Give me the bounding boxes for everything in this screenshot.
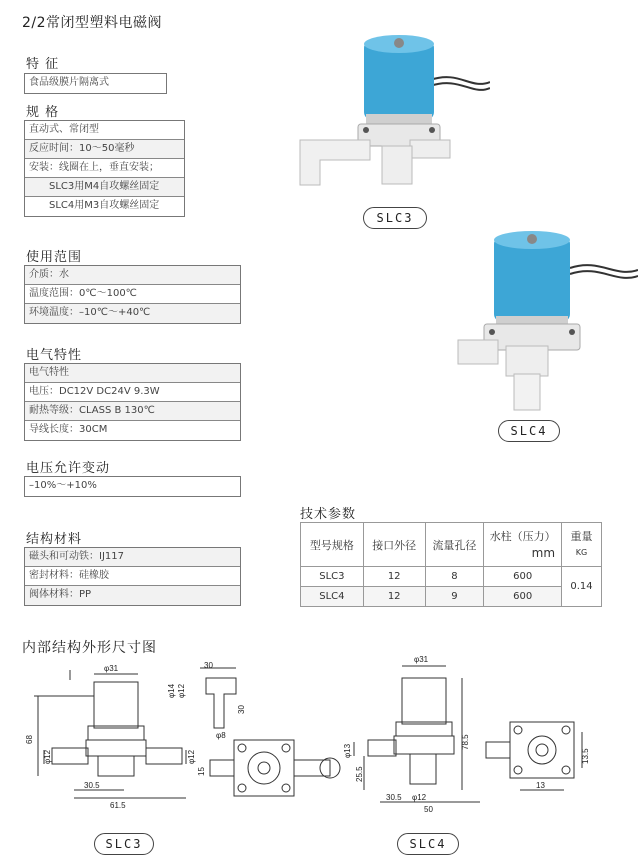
- cell-model: SLC3: [301, 567, 364, 587]
- features-box: [24, 73, 167, 94]
- slc3-dim-elbow-h: 30: [237, 705, 246, 714]
- electrical-row: 导线长度：30CM: [25, 421, 240, 440]
- tech-heading: 技术参数: [300, 507, 357, 522]
- cell-port: 12: [363, 567, 425, 587]
- th-pressure: [484, 523, 562, 567]
- slc4-drawing-label: SLC4: [397, 833, 459, 855]
- spec-row: 安装：线圈在上，垂直安装；: [25, 159, 184, 178]
- slc4-product-label: SLC4: [498, 420, 560, 442]
- cell-pressure: 600: [484, 567, 562, 587]
- specs-heading: 规 格: [26, 105, 60, 120]
- th-weight: [562, 523, 602, 567]
- slc3-drawing-label: SLC3: [94, 833, 154, 855]
- slc3-dim-side: 15: [197, 767, 206, 776]
- slc4-dim-length: 50: [424, 805, 433, 814]
- th-model: 型号规格: [301, 523, 364, 567]
- electrical-heading: 电气特性: [26, 348, 83, 363]
- slc4-dim-port: φ13: [343, 743, 352, 758]
- slc3-product-label: SLC3: [363, 207, 427, 229]
- voltage-heading: 电压允许变动: [26, 461, 111, 476]
- spec-row: SLC3用M4自攻螺丝固定: [25, 178, 184, 197]
- slc3-dim-elbow-width: 30: [204, 661, 213, 670]
- usage-row: 介质：水: [25, 266, 240, 285]
- th-weight-unit: KG: [575, 547, 588, 557]
- tech-table: [300, 522, 602, 607]
- slc3-dim-length: 61.5: [110, 801, 126, 810]
- slc4-dim-mount-h: 13.5: [581, 748, 590, 764]
- usage-row: 环境温度：–10℃～+40℃: [25, 304, 240, 323]
- slc3-dim-elbow-bottom: φ8: [216, 731, 226, 740]
- slc3-drawing: [24, 660, 344, 820]
- page-title: 2/2常闭型塑料电磁阀: [22, 15, 163, 31]
- th-pressure-unit: mm: [531, 545, 556, 560]
- features-heading: 特 征: [26, 57, 60, 72]
- slc4-dim-coil: φ31: [414, 655, 429, 664]
- table-row: [301, 567, 602, 587]
- slc3-dim-coil: φ31: [104, 664, 119, 673]
- th-weight-label: 重量: [570, 529, 593, 543]
- slc3-dim-elbow-d2: φ12: [177, 683, 186, 698]
- usage-heading: 使用范围: [26, 250, 83, 265]
- slc4-dim-height: 78.5: [461, 734, 470, 750]
- electrical-row: 耐热等级：CLASS B 130℃: [25, 402, 240, 421]
- spec-row: SLC4用M3自攻螺丝固定: [25, 197, 184, 216]
- cell-pressure: 600: [484, 587, 562, 607]
- slc4-dim-bottom-port: φ12: [412, 793, 427, 802]
- slc3-dim-port-left: φ12: [43, 749, 52, 764]
- materials-box: [24, 547, 241, 606]
- spec-row: 反应时间：10～50毫秒: [25, 140, 184, 159]
- electrical-box: [24, 363, 241, 441]
- features-row: 食品级膜片隔离式: [25, 74, 166, 93]
- th-orifice: 流量孔径: [425, 523, 484, 567]
- electrical-row: 电气特性: [25, 364, 240, 383]
- slc4-dim-mount-w: 13: [536, 781, 545, 790]
- cell-port: 12: [363, 587, 425, 607]
- slc3-product-image: [290, 30, 490, 205]
- materials-row: 磁头和可动铁：IJ117: [25, 548, 240, 567]
- materials-row: 阀体材料：PP: [25, 586, 240, 605]
- spec-row: 直动式、常闭型: [25, 121, 184, 140]
- slc4-dim-offset: 30.5: [386, 793, 402, 802]
- th-port: 接口外径: [363, 523, 425, 567]
- usage-row: 温度范围：0℃～100℃: [25, 285, 240, 304]
- slc3-dim-port-right: φ12: [187, 749, 196, 764]
- slc3-dim-offset: 30.5: [84, 781, 100, 790]
- slc4-product-image: [450, 228, 638, 418]
- materials-heading: 结构材料: [26, 532, 83, 547]
- cell-orifice: 8: [425, 567, 484, 587]
- slc3-dim-height: 68: [25, 735, 34, 744]
- usage-box: [24, 265, 241, 324]
- voltage-row: –10%～+10%: [25, 477, 240, 496]
- th-pressure-label: 水柱（压力）: [489, 529, 556, 543]
- table-row: [301, 587, 602, 607]
- cell-weight: 0.14: [562, 567, 602, 607]
- slc4-drawing: [340, 650, 630, 820]
- materials-row: 密封材料：硅橡胶: [25, 567, 240, 586]
- cell-orifice: 9: [425, 587, 484, 607]
- voltage-box: [24, 476, 241, 497]
- electrical-row: 电压：DC12V DC24V 9.3W: [25, 383, 240, 402]
- specs-box: [24, 120, 185, 217]
- slc4-dim-lower: 25.5: [355, 766, 364, 782]
- cell-model: SLC4: [301, 587, 364, 607]
- drawings-heading: 内部结构外形尺寸图: [22, 640, 157, 656]
- slc3-dim-elbow-d1: φ14: [167, 683, 176, 698]
